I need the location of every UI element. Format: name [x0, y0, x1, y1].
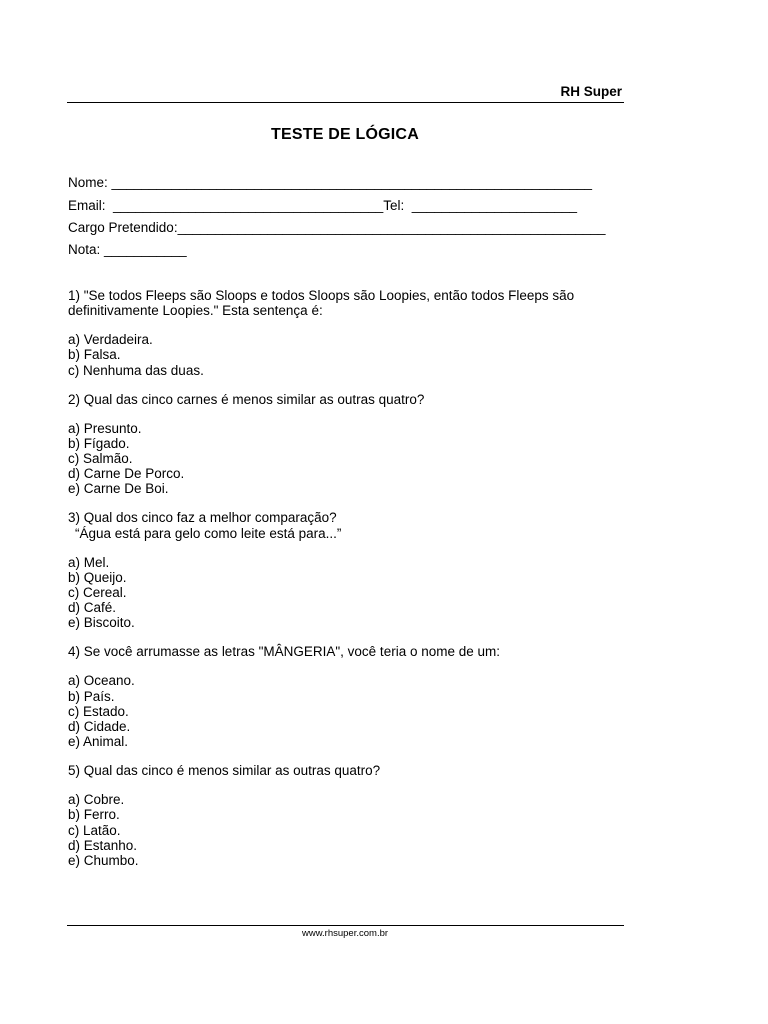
cargo-field: Cargo Pretendido:_________________________________________________________ [68, 220, 606, 235]
question-text: 3) Qual dos cinco faz a melhor comparação? [68, 510, 337, 526]
option: d) Estanho. [68, 837, 138, 853]
question-2 [68, 392, 628, 407]
question-text: 4) Se você arrumasse as letras "MÂNGERIA", você teria o nome de um: [68, 644, 500, 660]
option: b) Ferro. [68, 807, 120, 823]
nota-field: Nota: ___________ [68, 242, 187, 257]
option: a) Presunto. [68, 420, 142, 436]
option: d) Café. [68, 600, 117, 616]
option: c) Nenhuma das duas. [68, 362, 204, 378]
option: b) País. [68, 688, 115, 704]
footer-divider [67, 925, 624, 926]
question-4 [68, 644, 628, 659]
option: b) Queijo. [68, 569, 127, 585]
question-3-options [68, 555, 628, 631]
question-2-options [68, 421, 628, 497]
question-4-options [68, 673, 628, 749]
question-5 [68, 763, 628, 778]
option: c) Salmão. [68, 451, 133, 467]
option: b) Falsa. [68, 347, 121, 363]
option: e) Chumbo. [68, 853, 139, 869]
question-text: 1) "Se todos Fleeps são Sloops e todos Sloops são Loopies, então todos Fleeps são definitivamente Loopies." Esta sentença é: [68, 288, 575, 319]
option: d) Cidade. [68, 719, 131, 735]
header-brand: RH Super [560, 84, 622, 99]
option: e) Biscoito. [68, 615, 135, 631]
option: c) Estado. [68, 703, 129, 719]
option: c) Latão. [68, 822, 121, 838]
question-text: 2) Qual das cinco carnes é menos similar as outras quatro? [68, 391, 425, 407]
option: a) Verdadeira. [68, 332, 153, 348]
question-5-options [68, 792, 628, 868]
header-divider [67, 102, 624, 103]
question-text: 5) Qual das cinco é menos similar as outras quatro? [68, 763, 381, 779]
option: e) Animal. [68, 734, 129, 750]
option: a) Cobre. [68, 792, 125, 808]
questions-list [68, 288, 628, 882]
option: e) Carne De Boi. [68, 481, 169, 497]
footer-url: www.rhsuper.com.br [301, 928, 389, 939]
question-3 [68, 510, 628, 540]
email-tel-field: Email: ____________________________________Tel: ______________________ [68, 198, 577, 213]
question-1 [68, 288, 628, 318]
nome-field: Nome: ________________________________________________________________ [68, 175, 593, 190]
question-subtext: “Água está para gelo como leite está para...” [75, 525, 342, 541]
option: b) Fígado. [68, 435, 130, 451]
option: a) Oceano. [68, 673, 135, 689]
question-1-options [68, 332, 628, 378]
option: d) Carne De Porco. [68, 466, 185, 482]
page-title: TESTE DE LÓGICA [271, 126, 419, 143]
option: c) Cereal. [68, 585, 127, 601]
option: a) Mel. [68, 554, 110, 570]
